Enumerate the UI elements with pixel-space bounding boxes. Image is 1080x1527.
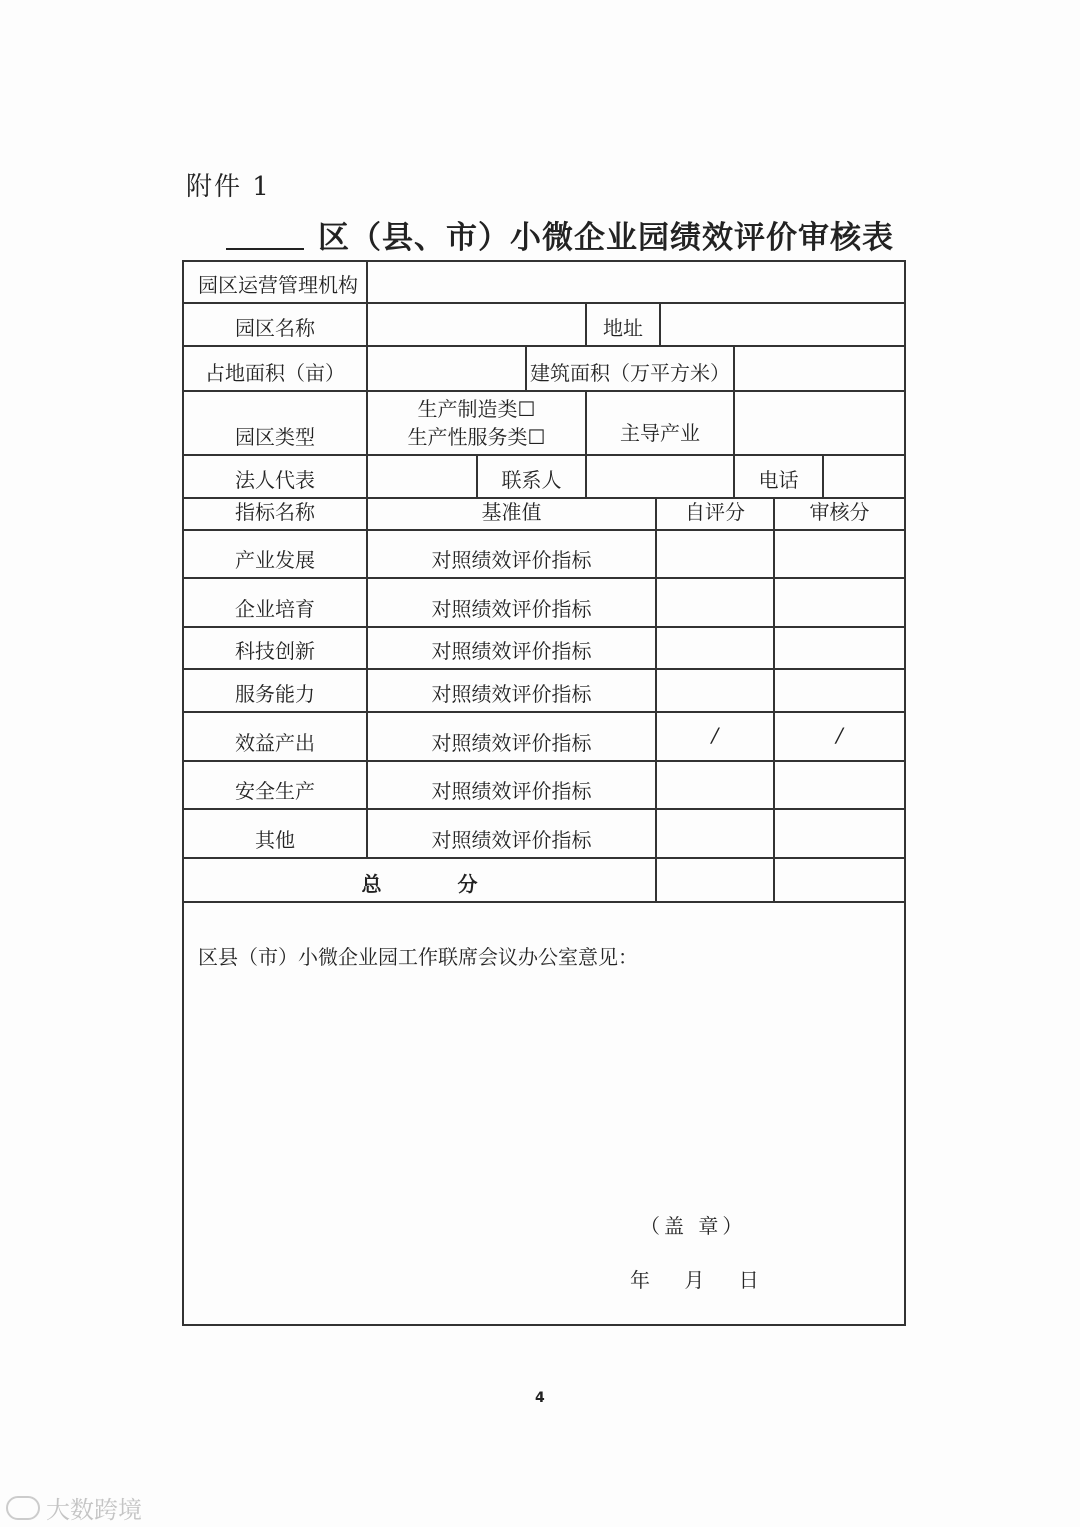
row-self-score[interactable] bbox=[657, 628, 773, 668]
total-audit-score[interactable] bbox=[775, 859, 904, 901]
row-self-score[interactable] bbox=[657, 670, 773, 711]
row-audit-score[interactable]: / bbox=[836, 723, 843, 747]
attachment-label: 附件 1 bbox=[186, 172, 271, 202]
header-baseline: 基准值 bbox=[481, 500, 542, 524]
row-name: 产业发展 bbox=[235, 548, 315, 572]
row-audit-score[interactable] bbox=[775, 579, 904, 626]
watermark bbox=[6, 1490, 142, 1525]
row-self-score[interactable] bbox=[657, 531, 773, 577]
phone-label: 电话 bbox=[758, 468, 799, 492]
park-type-label: 园区类型 bbox=[235, 425, 315, 449]
row-self-score[interactable] bbox=[657, 762, 773, 808]
hline bbox=[182, 901, 906, 903]
total-label-char-1: 总 bbox=[361, 872, 382, 896]
area-value[interactable] bbox=[368, 347, 525, 390]
contact-value[interactable] bbox=[587, 456, 733, 497]
row-audit-score[interactable] bbox=[775, 670, 904, 711]
legal-rep-value[interactable] bbox=[368, 456, 476, 497]
row-audit-score[interactable] bbox=[775, 531, 904, 577]
type-option-manufacturing[interactable]: 生产制造类☐ bbox=[417, 397, 536, 421]
row-name: 企业培育 bbox=[235, 597, 315, 621]
header-audit-score: 审核分 bbox=[809, 500, 870, 524]
opinion-label: 区县（市）小微企业园工作联席会议办公室意见： bbox=[198, 945, 638, 969]
build-area-value[interactable] bbox=[735, 347, 904, 390]
seal-label: （盖 章） bbox=[640, 1214, 747, 1238]
industry-value[interactable] bbox=[735, 392, 904, 454]
row-self-score[interactable] bbox=[657, 579, 773, 626]
header-indicator: 指标名称 bbox=[235, 500, 315, 524]
park-type-options bbox=[368, 392, 585, 454]
header-self-score: 自评分 bbox=[685, 500, 745, 524]
row-self-score[interactable]: / bbox=[711, 723, 719, 747]
row-audit-score[interactable] bbox=[775, 762, 904, 808]
row-baseline: 对照绩效评价指标 bbox=[431, 682, 592, 706]
row-name: 其他 bbox=[255, 828, 295, 852]
org-value[interactable] bbox=[368, 262, 904, 302]
row-audit-score[interactable] bbox=[775, 810, 904, 857]
row-baseline: 对照绩效评价指标 bbox=[431, 639, 592, 663]
address-label: 地址 bbox=[603, 316, 643, 340]
total-label bbox=[184, 859, 655, 901]
type-option-service[interactable]: 生产性服务类☐ bbox=[407, 425, 546, 449]
build-area-label: 建筑面积（万平方米） bbox=[530, 361, 730, 385]
row-name: 效益产出 bbox=[235, 731, 315, 755]
row-baseline: 对照绩效评价指标 bbox=[431, 548, 592, 572]
row-self-score[interactable] bbox=[657, 810, 773, 857]
area-label: 占地面积（亩） bbox=[205, 361, 345, 385]
page-number: 4 bbox=[535, 1390, 545, 1406]
org-label: 园区运营管理机构 bbox=[198, 273, 358, 297]
row-audit-score[interactable] bbox=[775, 628, 904, 668]
total-label-char-2: 分 bbox=[457, 872, 478, 896]
park-name-label: 园区名称 bbox=[235, 316, 315, 340]
row-baseline: 对照绩效评价指标 bbox=[431, 828, 592, 852]
address-value[interactable] bbox=[661, 304, 904, 345]
date-label: 年 月 日 bbox=[630, 1268, 759, 1292]
title-text: 区（县、市）小微企业园绩效评价审核表 bbox=[318, 220, 894, 256]
legal-rep-label: 法人代表 bbox=[235, 468, 315, 492]
watermark-logo-icon bbox=[6, 1496, 40, 1520]
park-name-value[interactable] bbox=[368, 304, 585, 345]
row-name: 安全生产 bbox=[235, 779, 315, 803]
row-baseline: 对照绩效评价指标 bbox=[431, 597, 592, 621]
border-bottom bbox=[182, 1324, 906, 1326]
watermark-text: 大数跨境 bbox=[46, 1496, 142, 1524]
contact-label: 联系人 bbox=[501, 468, 562, 492]
row-baseline: 对照绩效评价指标 bbox=[431, 779, 592, 803]
phone-value[interactable] bbox=[824, 456, 904, 497]
industry-label: 主导产业 bbox=[620, 421, 700, 445]
row-name: 服务能力 bbox=[235, 682, 315, 706]
border-right bbox=[904, 260, 906, 1326]
row-baseline: 对照绩效评价指标 bbox=[431, 731, 592, 755]
row-name: 科技创新 bbox=[235, 639, 315, 663]
total-self-score[interactable] bbox=[657, 859, 773, 901]
